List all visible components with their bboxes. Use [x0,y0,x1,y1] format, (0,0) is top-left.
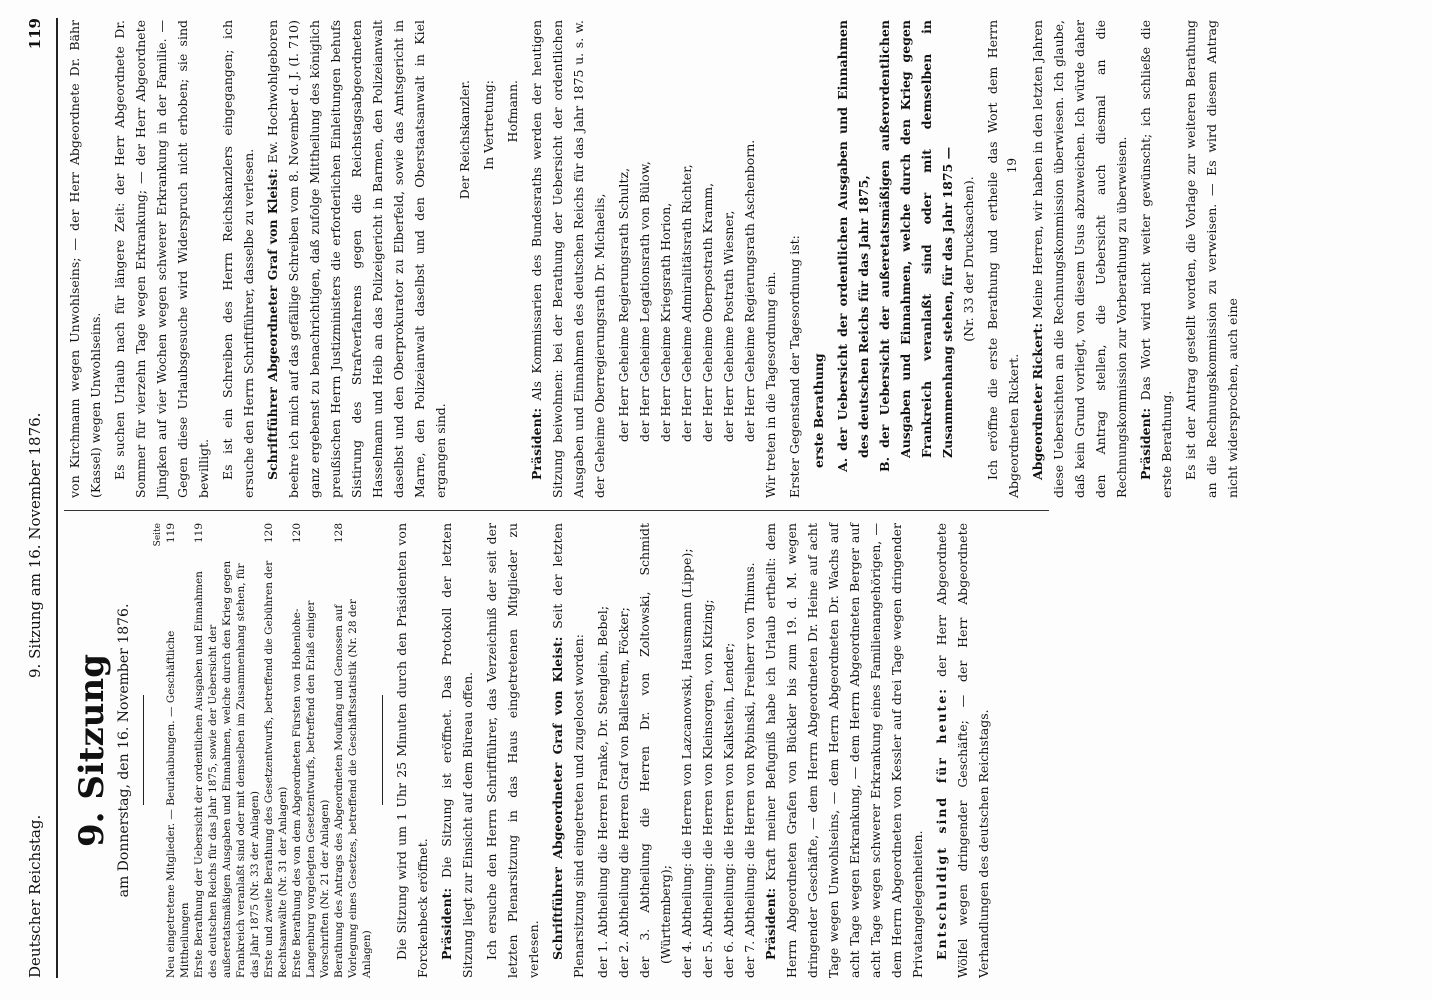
list-item: der Herr Geheime Legationsrath von Bülow, [637,161,652,442]
list-item: der 2. Abtheilung die Herren Graf von Ballestrem, Föcker; [616,607,631,978]
toc-entry: Erste und zweite Berathung des Gesetzentwurfs, betreffend die Gebühren der Rechtsanwälte (Nr. 31 der Anlagen) 120 [263,523,289,978]
table-of-contents [164,523,374,978]
paragraph: Präsident: Als Kommissarien des Bundesraths werden der heutigen Sitzung beiwohnen: bei der Berathung der Uebersicht der ordentlichen Ausgaben und Einnahmen des deutschen Reichs für das Jahr 1875 u. s. w. der Geheime Oberregierungsrath Dr. Michaelis, [529,20,607,498]
commissioner-list [613,20,760,498]
list-item: der 7. Abtheilung: die Herren von Rybinski, Freiherr von Thimus. [742,562,757,978]
paragraph: Ich ersuche den Herrn Schriftführer, das Verzeichniß der seit der letzten Plenarsitzung in das Haus eingetretenen Mitglieder zu verlesen. [484,523,541,978]
divider [382,696,383,806]
list-item: der 1. Abtheilung die Herren Franke, Dr. Stenglein, Bebel; [595,605,610,978]
paragraph: Präsident: Das Wort wird nicht weiter gewünscht; ich schließe die erste Berathung. [1138,20,1174,498]
signoff-line: Hofmann. [505,80,520,143]
toc-entry: Erste Berathung des von dem Abgeordneten Fürsten von Hohenlohe-Langenburg vorgelegten Gesetzentwurfs, betreffend den Erlaß einiger Vorschriften (Nr. 21 der Anlagen) 120 [291,523,331,978]
paragraph: Erster Gegenstand der Tagesordnung ist: [787,235,802,498]
agenda-item-b: B. der Uebersicht der außeretatsmäßigen außerordentlichen Ausgaben und Einnahmen, welche durch den Krieg gegen Frankreich veranlaßt sind oder mit demselben in Zusammenhang stehen, für das Jahr 1875 — [877,20,955,472]
member-assignment-list [592,523,760,978]
session-title: 9. Sitzung [72,653,112,848]
paragraph: Präsident: Kraft meiner Befugniß habe ich Urlaub ertheilt: dem Herrn Abgeordneten Grafen von Bückler bis zum 19. d. M. wegen dringender Geschäfte, — dem Herrn Abgeordneten Dr. Heine auf acht Tage wegen Unwohlseins, — dem Herrn Abgeordneten Dr. Wachs auf acht Tage wegen Erkrankung, — dem Herrn Abgeordneten Berger auf acht Tage wegen schwerer Erkrankung eines Familienangehörigen, — dem Herrn Abgeordneten von Kessler auf drei Tage wegen dringender Privatangelegenheiten. [763,523,925,978]
signoff-line: Der Reichskanzler. [457,80,472,200]
paragraph: Schriftführer Abgeordneter Graf von Kleist: Seit der letzten Plenarsitzung sind eingetreten und zugeloost worden: [550,523,586,978]
paragraph: Präsident: Die Sitzung ist eröffnet. Das Protokoll der letzten Sitzung liegt zur Einsicht auf dem Büreau offen. [439,523,475,978]
paragraph: Es ist ein Schreiben des Herrn Reichskanzlers eingegangen; ich ersuche den Herrn Schriftführer, dasselbe zu verlesen. [220,20,256,498]
page-number: 119 [26,18,44,50]
left-column [64,523,1074,978]
running-header [26,18,54,978]
list-item: der 5. Abtheilung: die Herren von Kleinsorgen, von Kitzing; [700,599,715,978]
header-rule [56,18,58,978]
paragraph: Es suchen Urlaub nach für längere Zeit: der Herr Abgeordnete Dr. Sommer für vierzehn Tage wegen Erkrankung; — der Herr Abgeordnete Jüngken auf vier Wochen wegen schwerer Erkrankung in der Familie. — Gegen diese Urlaubsgesuche wird Widerspruch nicht erhoben; sie sind bewilligt. [112,20,211,498]
signature-number: 19 [1005,158,1019,174]
list-item: der Herr Geheime Regierungsrath Aschenborn. [742,139,757,442]
agenda-item-a: A. der Uebersicht der ordentlichen Ausgaben und Einnahmen des deutschen Reichs für das Jahr 1875, [835,20,871,472]
paragraph: Abgeordneter Rickert: Meine Herren, wir haben in den letzten Jahren diese Uebersichten an die Rechnungskommission überwiesen. Ich glaube, daß kein Grund vorliegt, von diesem Usus abzuweichen. Ich würde daher den Antrag stellen, die Uebersicht auch diesmal an die Rechnungskommission zur Vorberathung zu überweisen. [1030,20,1129,498]
toc-entry: Berathung des Antrags des Abgeordneten Moufang und Genossen auf Vorlegung eines Gesetzes, betreffend die Geschäftsstatistik (Nr. 28 der Anlagen) 128 [333,523,373,978]
paragraph: Ich eröffne die erste Berathung und ertheile das Wort dem Herrn Abgeordneten Rickert. [985,20,1021,498]
list-item: der 4. Abtheilung: die Herren von Lazcanowski, Hausmann (Lippe); [679,548,694,978]
list-item: der Herr Geheime Admiralitätsrath Richter, [679,164,694,442]
toc-seite-label: Seite [153,523,163,547]
paragraph: Es ist der Antrag gestellt worden, die Vorlage zur weiteren Berathung an die Rechnungskommission zu verweisen. — Es wird diesem Antrag nicht widersprochen, auch eine [1183,20,1240,498]
column-divider [64,510,1049,511]
paragraph: Entschuldigt sind für heute: der Herr Abgeordnete Wölfel wegen dringender Geschäfte; — der Herr Abgeordnete Verhandlungen des deutschen Reichstags. [934,523,991,978]
header-session: 9. Sitzung am 16. November 1876. [26,412,44,678]
list-item: der Herr Geheime Oberpostrath Kramm, [700,182,715,442]
paragraph: von Kirchmann wegen Unwohlseins; — der Herr Abgeordnete Dr. Bähr (Kassel) wegen Unwohlseins. [67,20,103,498]
right-column [64,20,1240,498]
paragraph: Die Sitzung wird um 1 Uhr 25 Minuten durch den Präsidenten von Forckenbeck eröffnet. [394,523,430,978]
toc-entry: Neu eingetretene Mitglieder. — Beurlaubungen. — Geschäftliche Mittheilungen 119 [165,523,191,978]
divider [143,696,144,806]
list-item: der Herr Geheime Postrath Wiesner, [721,210,736,442]
page-frame [0,18,1240,978]
toc-entry: Erste Berathung der Uebersicht der ordentlichen Ausgaben und Einnahmen des deutschen Reichs für das Jahr 1875, sowie der Uebersicht der außeretatsmäßigen Ausgaben und Einnahmen, welche durch den Krieg gegen Frankreich veranlaßt sind oder mit demselben im Zusammenhang stehen, für das Jahr 1875 (Nr. 33 der Anlagen) 119 [193,523,261,978]
paragraph: Wir treten in die Tagesordnung ein. [763,271,778,498]
session-date: am Donnerstag, den 16. November 1876. [116,603,132,898]
list-item: der Herr Geheime Kriegsrath Horion, [658,202,673,442]
header-publication: Deutscher Reichstag. [26,814,44,978]
signoff-line: In Vertretung: [481,80,496,170]
list-item: der Herr Geheime Regierungsrath Schultz, [616,167,631,442]
list-item: der 3. Abtheilung die Herren Dr. von Zoltowski, Schmidt (Württemberg); [637,523,673,978]
agenda-heading: erste Berathung [811,353,826,468]
agenda-reference: (Nr. 33 der Drucksachen). [961,176,976,342]
list-item: der 6. Abtheilung: die Herren von Kalkstein, Lender; [721,642,736,978]
paragraph: Schriftführer Abgeordneter Graf von Kleist: Ew. Hochwohlgeboren beehre ich mich auf das gefällige Schreiben vom 8. November d. J. (I. 710) ganz ergebenst zu benachrichtigen, daß zufolge Mittheilung des königlich preußischen Herrn Justizministers die erforderlichen Einleitungen behufs Sistirung des Strafverfahrens gegen die Reichstagsabgeordneten Hasselmann und Heib an das Polizeigericht in Barmen, den Polizeianwalt daselbst und den Oberprokurator zu Elberfeld, sowie das Amtsgericht in Marne, den Polizeianwalt daselbst und den Oberstaatsanwalt in Kiel ergangen sind. [265,20,448,498]
